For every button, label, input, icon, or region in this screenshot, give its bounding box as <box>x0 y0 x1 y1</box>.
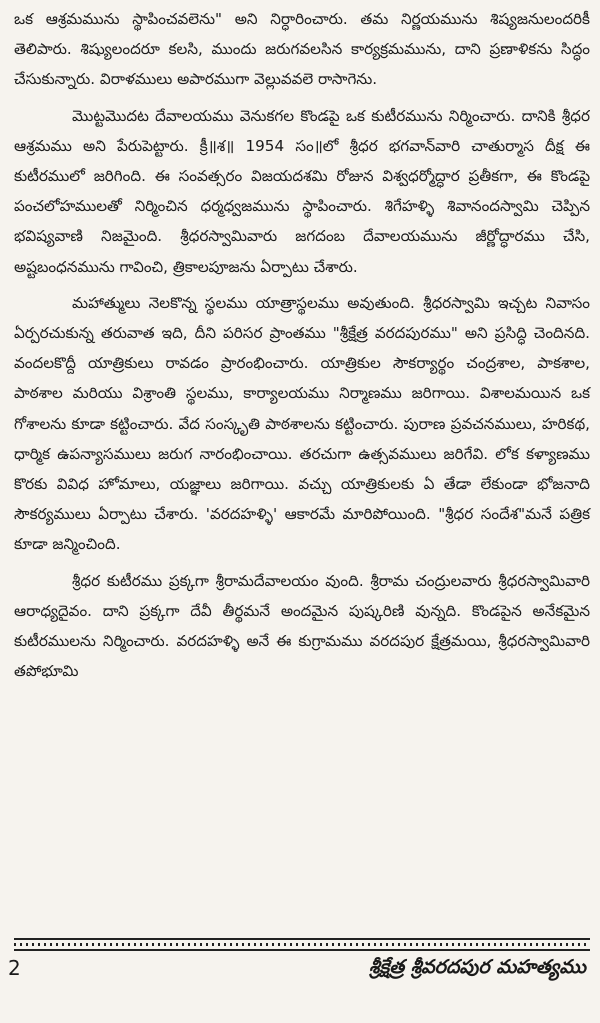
page-footer <box>8 952 590 988</box>
body-text <box>14 4 590 692</box>
paragraph-2: మొట్టమొదట దేవాలయము వెనుకగల కొండపై ఒక కుటీరమును నిర్మించారు. దానికి శ్రీధర ఆశ్రమము అని పేరుపెట్టారు. క్రీ॥శ॥ 1954 సం॥లో శ్రీధర భగవాన్‌వారి చాతుర్మాస దీక్ష ఈ కుటీరములో జరిగింది. ఈ సంవత్సరం విజయదశమి రోజున విశ్వధర్మోద్ధార ప్రతీకగా, ఈ కొండపై పంచలోహములతో నిర్మించిన ధర్మధ్వజమును స్థాపించారు. శిగేహళ్ళి శివానందస్వామి చెప్పిన భవిష్యవాణి నిజమైంది. శ్రీధరస్వామివారు జగదంబ దేవాలయమును జీర్ణోద్ధారము చేసి, అష్టబంధనమును గావించి, త్రికాలపూజను ఏర్పాటు చేశారు. <box>14 106 590 276</box>
page-number: 2 <box>8 956 21 980</box>
paragraph-3: మహాత్ములు నెలకొన్న స్థలము యాత్రాస్థలము అవుతుంది. శ్రీధరస్వామి ఇచ్చట నివాసం ఏర్పరచుకున్న తరువాత ఇది, దీని పరిసర ప్రాంతము "శ్రీక్షేత్ర వరదపురము" అని ప్రసిద్ధి చెందినది. వందలకొద్దీ యాత్రికులు రావడం ప్రారంభించారు. యాత్రికుల సౌకర్యార్థం చంద్రశాల, పాకశాల, పాఠశాల మరియు విశ్రాంతి స్థలము, కార్యాలయము నిర్మాణము జరిగాయి. విశాలమయిన ఒక గోశాలను కూడా కట్టించారు. వేద సంస్కృతి పాఠశాలను కట్టించారు. పురాణ ప్రవచనములు, హరికథ, ధార్మిక ఉపన్యాసములు జరుగ నారంభించాయి. తరచుగా ఉత్సవములు జరిగేవి. లోక కళ్యాణము కొరకు వివిధ హోమాలు, యజ్ఞాలు జరిగాయి. వచ్చు యాత్రికులకు ఏ తేడా లేకుండా భోజనాది సౌకర్యములు ఏర్పాటు చేశారు. 'వరదహళ్ళి' ఆకారమే మారిపోయింది. "శ్రీధర సందేశ"మనే పత్రిక కూడా జన్మించింది. <box>14 293 590 554</box>
paragraph-1: ఒక ఆశ్రమమును స్థాపించవలెను" అని నిర్ధారించారు. తమ నిర్ణయమును శిష్యజనులందరికీ తెలిపారు. శిష్యులందరూ కలసి, ముందు జరుగవలసిన కార్యక్రమమును, దాని ప్రణాళికను సిద్ధం చేసుకున్నారు. విరాళములు అపారముగా వెల్లువవలె రాసాగెను. <box>14 10 590 89</box>
book-title: శ్రీక్షేత్ర శ్రీవరదపుర మహత్యము <box>368 956 586 978</box>
decorative-divider <box>14 938 590 951</box>
paragraph-4: శ్రీధర కుటీరము ప్రక్కగా శ్రీరామదేవాలయం వుంది. శ్రీరామ చంద్రులవారు శ్రీధరస్వామివారి ఆరాధ్యదైవం. దాని ప్రక్కగా దేవీ తీర్థమనే అందమైన పుష్కరిణి వున్నది. కొండపైన అనేకమైన కుటీరములను నిర్మించారు. వరదహళ్ళి అనే ఈ కుగ్రామము వరదపుర క్షేత్రమయి, శ్రీధరస్వామివారి తపోభూమి <box>14 571 590 681</box>
